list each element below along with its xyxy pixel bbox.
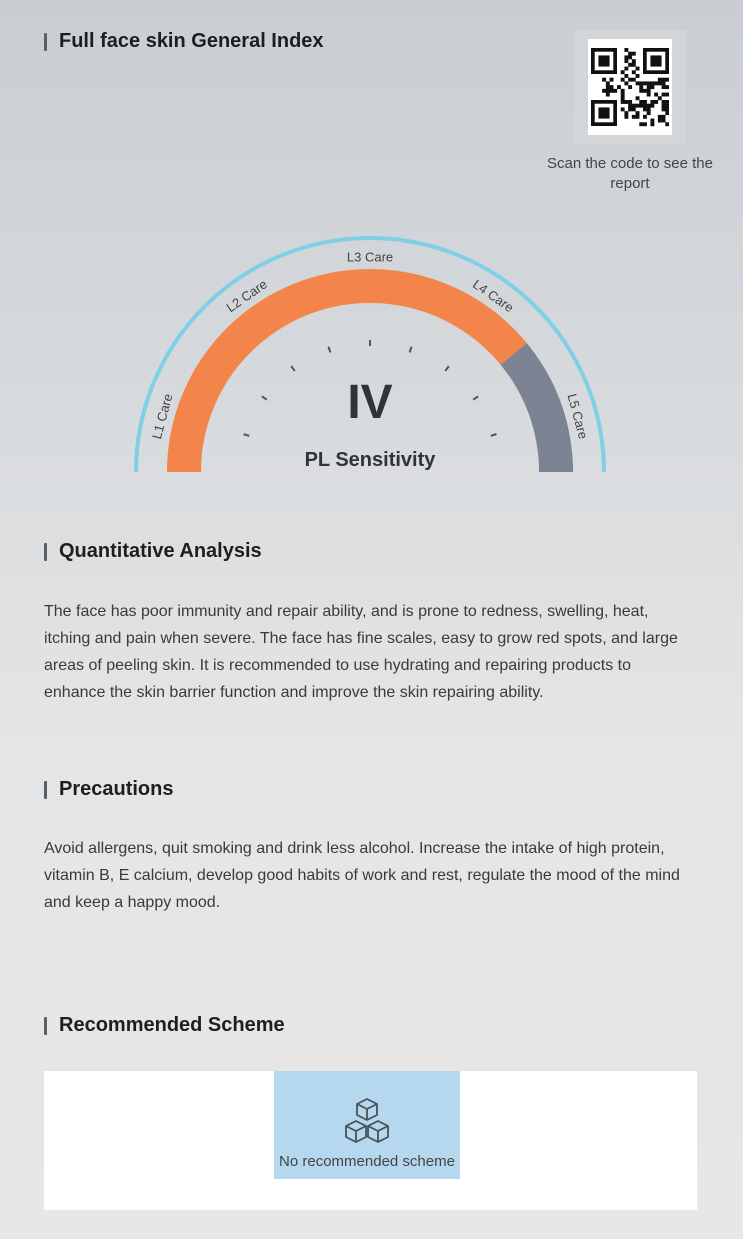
gauge-tick bbox=[491, 434, 497, 436]
section-title-recommended bbox=[44, 1014, 285, 1037]
section-marker bbox=[44, 33, 47, 51]
gauge-tick bbox=[445, 366, 449, 371]
care-label-2: L2 Care bbox=[223, 276, 270, 316]
precautions-text: Avoid allergens, quit smoking and drink less alcohol. Increase the intake of high protein, vitamin B, E calcium, develop good habits of work and rest, regulate the mood of the mind and keep a happy mood. bbox=[44, 840, 680, 911]
precautions-title: Precautions bbox=[59, 778, 174, 800]
qr-code-panel[interactable] bbox=[574, 30, 686, 144]
gauge-tick bbox=[262, 396, 267, 399]
recommended-scheme-card bbox=[44, 1071, 697, 1210]
care-label-1: L1 Care bbox=[149, 392, 176, 441]
general-index-title: Full face skin General Index bbox=[59, 30, 324, 52]
quantitative-text: The face has poor immunity and repair ability, and is prone to redness, swelling, heat, itching and pain when severe. The face has fine scales, easy to grow red spots, and large areas of peeling skin. It is recommended to use hydrating and repairing products to enhance the skin barrier function and improve the skin repairing ability. bbox=[44, 603, 678, 701]
section-title-precautions bbox=[44, 778, 173, 801]
section-title-quantitative bbox=[44, 540, 262, 563]
gauge-tick bbox=[410, 347, 412, 353]
recommended-title: Recommended Scheme bbox=[59, 1014, 285, 1036]
gauge-level-label: PL Sensitivity bbox=[304, 449, 436, 471]
gauge-tick bbox=[328, 347, 330, 353]
gauge-level: IV bbox=[347, 376, 393, 429]
gauge-tick bbox=[473, 396, 478, 399]
section-marker bbox=[44, 543, 47, 561]
care-label-5: L5 Care bbox=[564, 392, 591, 441]
cubes-icon bbox=[343, 1097, 391, 1147]
care-label-3: L3 Care bbox=[346, 249, 394, 265]
gauge-tick bbox=[244, 434, 250, 436]
qr-code-icon bbox=[588, 39, 672, 135]
quantitative-title: Quantitative Analysis bbox=[59, 540, 262, 562]
gauge-tick bbox=[291, 366, 295, 371]
section-title-general-index bbox=[44, 30, 324, 53]
gauge-remaining-arc bbox=[514, 354, 556, 472]
recommended-empty-text: No recommended scheme bbox=[279, 1153, 455, 1170]
care-label-4: L4 Care bbox=[470, 276, 517, 316]
recommended-empty-state bbox=[274, 1071, 460, 1179]
qr-caption: Scan the code to see the report bbox=[547, 155, 713, 192]
section-marker bbox=[44, 781, 47, 799]
skin-index-gauge bbox=[120, 150, 620, 472]
section-marker bbox=[44, 1017, 47, 1035]
